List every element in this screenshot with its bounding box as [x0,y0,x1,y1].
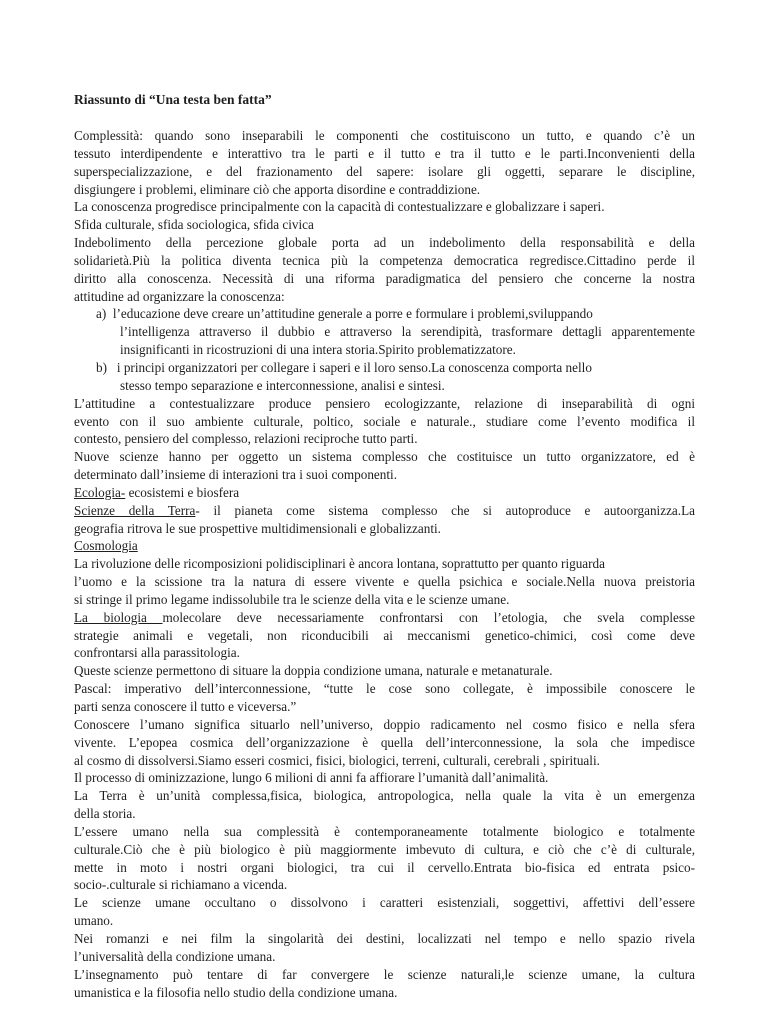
line-text: contesto, pensiero del complesso, relazioni reciproche tutto parti. [74,431,418,447]
text-line [74,680,695,698]
section-heading: La biologia [74,609,163,625]
line-text: solidarietà.Più la politica diventa tecnica più la competenza democratica regredisce.Cittadino perde il [74,252,695,268]
text-line [74,948,695,966]
line-text: Nei romanzi e nei film la singolarità dei destini, localizzati nel tempo e nello spazio rivela [74,930,695,946]
text-line [74,805,695,823]
text-line [74,127,695,145]
line-text: Pascal: imperativo dell’interconnessione, “tutte le cose sono collegate, è impossibile conoscere le [74,681,695,697]
text-line [74,787,695,805]
text-line [74,984,695,1002]
line-text: L’attitudine a contestualizzare produce pensiero ecologizzante, relazione di inseparabilità di ogni [74,395,695,411]
text-line [74,198,695,216]
text-line [74,573,695,591]
line-text: si stringe il primo legame indissolubile tra le scienze della vita e le scienze umane. [74,591,510,607]
line-text: l’universalità della condizione umana. [74,948,276,964]
text-line [74,627,695,645]
section-heading: Ecologia- [74,484,126,500]
text-line [74,270,695,288]
line-text: tessuto interdipendente e interattivo tra le parti e il tutto e tra il tutto e le parti.Inconvenienti della [74,145,695,161]
text-line [74,252,695,270]
text-line [74,823,695,841]
text-line [74,644,695,662]
text-line [74,395,695,413]
line-text: vivente. L’epopea cosmica dell’organizzazione è quella dell’interconnessione, la sola che impedisce [74,734,695,750]
line-text: umano. [74,913,114,929]
line-text: evento con il suo ambiente culturale, poltico, sociale e naturale., studiare come l’evento modifica il [74,413,695,429]
text-line [74,752,695,770]
document-title: Riassunto di “Una testa ben fatta” [74,92,272,107]
line-text: mette in moto i nostri organi biologici, tra cui il cervello.Entrata bio-fisica ed entrata psico- [74,859,695,875]
text-line [74,841,695,859]
text-line [74,716,695,734]
text-line [74,930,695,948]
text-line [74,894,695,912]
line-text: molecolare deve necessariamente confrontarsi con l’etologia, che svela complesse [162,609,695,625]
line-text: ecosistemi e biosfera [125,484,240,500]
line-text: l’intelligenza attraverso il dubbio e attraverso la serendipità, trasformare dettagli apparentemente [120,324,695,340]
line-text: culturale.Ciò che è più biologico è più maggiormente imbevuto di cultura, e ciò che c’è di culturale, [74,841,695,857]
line-text: Indebolimento della percezione globale porta ad un indebolimento della responsabilità e della [74,235,695,251]
line-text: determinato dall’insieme di interazioni tra i suoi componenti. [74,467,398,483]
text-line [74,912,695,930]
text-line [96,305,695,323]
text-line [74,555,695,573]
line-text: umanistica e la filosofia nello studio della condizione umana. [74,984,398,1000]
line-text: geografia ritrova le sue prospettive multidimensionali e globalizzanti. [74,520,441,536]
line-text: - il pianeta come sistema complesso che si autoproduce e autoorganizza.La [195,502,695,518]
text-line [74,662,695,680]
text-line [74,859,695,877]
line-text: La rivoluzione delle ricomposizioni polidisciplinari è ancora lontana, soprattutto per quanto riguarda [74,556,605,572]
text-line [74,484,695,502]
text-line [96,359,695,377]
text-line [74,734,695,752]
text-line [74,216,695,234]
line-text: l’uomo e la scissione tra la natura di essere vivente e quella psichica e sociale.Nella nuova preistoria [74,574,695,590]
text-line [74,966,695,984]
text-line [74,448,695,466]
text-line [120,341,695,359]
text-line [74,145,695,163]
section-heading: Scienze della Terra [74,502,196,518]
text-line [74,537,695,555]
line-text: strategie animali e vegetali, non riconducibili ai meccanismi genetico-chimici, così come deve [74,627,695,643]
text-line [74,609,695,627]
line-text: Le scienze umane occultano o dissolvono i caratteri esistenziali, soggettivi, affettivi dell’essere [74,895,695,911]
text-line [74,288,695,306]
line-text: Conoscere l’umano significa situarlo nell’universo, doppio radicamento nel cosmo fisico e nella sfera [74,716,695,732]
line-text: attitudine ad organizzare la conoscenza: [74,288,285,304]
text-line [74,591,695,609]
text-line [74,502,695,520]
line-text: disgiungere i problemi, eliminare ciò che apporta disordine e contraddizione. [74,181,481,197]
line-text: socio-.culturale si richiamano a vicenda. [74,877,288,893]
text-line [120,377,695,395]
text-line [74,430,695,448]
line-text: insignificanti in ricostruzioni di una intera storia.Spirito problematizzatore. [120,342,516,358]
text-line [74,520,695,538]
text-line [74,234,695,252]
line-text: confrontarsi alla parassitologia. [74,645,240,661]
text-line [74,413,695,431]
text-line [74,466,695,484]
line-text: Il processo di ominizzazione, lungo 6 milioni di anni fa affiorare l’umanità dall’animalità. [74,770,549,786]
line-text: al cosmo di dissolversi.Siamo esseri cosmici, fisici, biologici, terreni, culturali, cerebrali , spirituali. [74,752,600,768]
line-text: La Terra è un’unità complessa,fisica, biologica, antropologica, nella quale la vita è un emergenza [74,788,695,804]
line-text: L’essere umano nella sua complessità è contemporaneamente totalmente biologico e totalmente [74,823,695,839]
line-text: diritto alla conoscenza. Necessità di una riforma paradigmatica del pensiero che concerne la nostra [74,270,695,286]
line-text: superspecializzazione, e del frazionamento del sapere: isolare gli oggetti, separare le discipline, [74,163,695,179]
line-text: parti senza conoscere il tutto e viceversa.” [74,699,297,714]
section-heading: Cosmologia [74,538,138,554]
line-text: Sfida culturale, sfida sociologica, sfida civica [74,217,314,233]
text-line [74,876,695,894]
line-text: a) l’educazione deve creare un’attitudine generale a porre e formulare i problemi,sviluppando [96,306,593,322]
line-text: b) i principi organizzatori per collegare i saperi e il loro senso.La conoscenza comporta nello [96,359,592,375]
text-line [120,323,695,341]
line-text: Complessità: quando sono inseparabili le componenti che costituiscono un tutto, e quando c’è un [74,128,695,143]
line-text: L’insegnamento può tentare di far convergere le scienze naturali,le scienze umane, la cultura [74,966,695,982]
line-text: della storia. [74,806,136,822]
line-text: La conoscenza progredisce principalmente con la capacità di contestualizzare e globalizzare i saperi. [74,199,605,215]
text-line [74,769,695,787]
document-body [74,127,695,1001]
line-text: Queste scienze permettono di situare la doppia condizione umana, naturale e metanaturale. [74,663,553,679]
text-line [74,698,695,716]
line-text: Nuove scienze hanno per oggetto un sistema complesso che costituisce un tutto organizzatore, ed è [74,449,695,465]
line-text: stesso tempo separazione e interconnessione, analisi e sintesi. [120,377,445,393]
text-line [74,163,695,181]
text-line [74,181,695,199]
